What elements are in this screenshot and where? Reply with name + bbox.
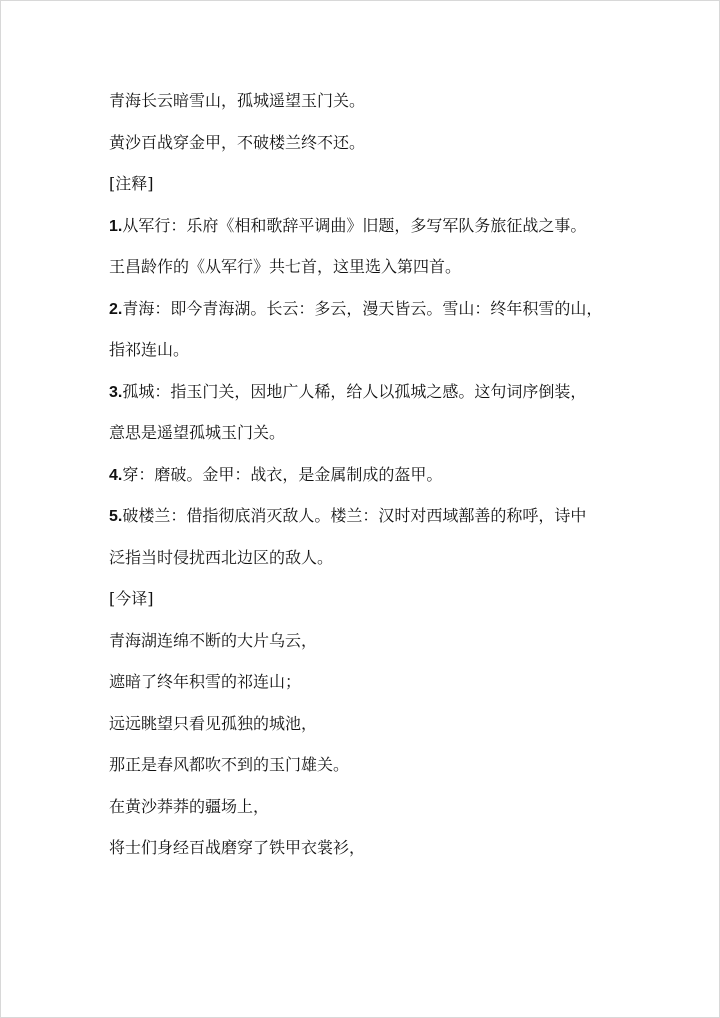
note-3-line-2 — [109, 419, 669, 461]
note-number: 4. — [109, 466, 123, 484]
line-text: 穿：磨破。金甲：战衣，是金属制成的盔甲。 — [122, 464, 443, 484]
document-body — [109, 87, 669, 876]
note-3-line-1 — [109, 378, 669, 420]
translation-line-3 — [109, 710, 669, 752]
note-2-line-2 — [109, 336, 669, 378]
line-text: 将士们身经百战磨穿了铁甲衣裳衫， — [109, 838, 366, 857]
note-number: 2. — [109, 300, 123, 318]
note-2-line-1 — [109, 295, 669, 337]
heading-text: [今译] — [109, 589, 154, 608]
note-number: 1. — [109, 217, 123, 235]
note-1-line-1 — [109, 212, 669, 254]
note-number: 3. — [109, 383, 123, 401]
line-text: 孤城：指玉门关，因地广人稀，给人以孤城之感。这句词序倒装， — [122, 381, 587, 401]
note-4-line-1 — [109, 461, 669, 503]
line-text: 远远眺望只看见孤独的城池， — [109, 713, 318, 733]
note-1-line-2 — [109, 253, 669, 295]
line-text: 从军行：乐府《相和歌辞平调曲》旧题，多写军队务旅征战之事。 — [122, 215, 587, 235]
line-text: 遮暗了终年积雪的祁连山； — [109, 672, 302, 691]
line-text: 青海湖连绵不断的大片乌云， — [109, 630, 318, 650]
translation-line-4 — [109, 751, 669, 793]
line-text: 泛指当时侵扰西北边区的敌人。 — [109, 547, 334, 567]
line-text: 黄沙百战穿金甲，不破楼兰终不还。 — [109, 132, 366, 152]
line-text: 青海长云暗雪山，孤城遥望玉门关。 — [109, 91, 366, 110]
poem-line-1 — [109, 87, 669, 129]
line-text: 指祁连山。 — [109, 340, 190, 359]
poem-line-2 — [109, 129, 669, 171]
translation-line-1 — [109, 627, 669, 669]
translation-line-2 — [109, 668, 669, 710]
translation-line-5 — [109, 793, 669, 835]
note-5-line-2 — [109, 544, 669, 586]
line-text: 破楼兰：借指彻底消灭敌人。楼兰：汉时对西域鄯善的称呼，诗中 — [122, 506, 587, 525]
line-text: 那正是春风都吹不到的玉门雄关。 — [109, 755, 350, 774]
line-text: 青海：即今青海湖。长云：多云，漫天皆云。雪山：终年积雪的山， — [122, 298, 603, 318]
heading-text: [注释] — [109, 174, 154, 193]
note-number: 5. — [109, 508, 123, 525]
line-text: 在黄沙莽莽的疆场上， — [109, 796, 270, 816]
translation-heading — [109, 585, 669, 627]
line-text: 王昌龄作的《从军行》共七首，这里选入第四首。 — [109, 257, 462, 276]
note-5-line-1 — [109, 502, 669, 544]
translation-line-6 — [109, 834, 669, 876]
notes-heading — [109, 170, 669, 212]
line-text: 意思是遥望孤城玉门关。 — [109, 423, 286, 442]
